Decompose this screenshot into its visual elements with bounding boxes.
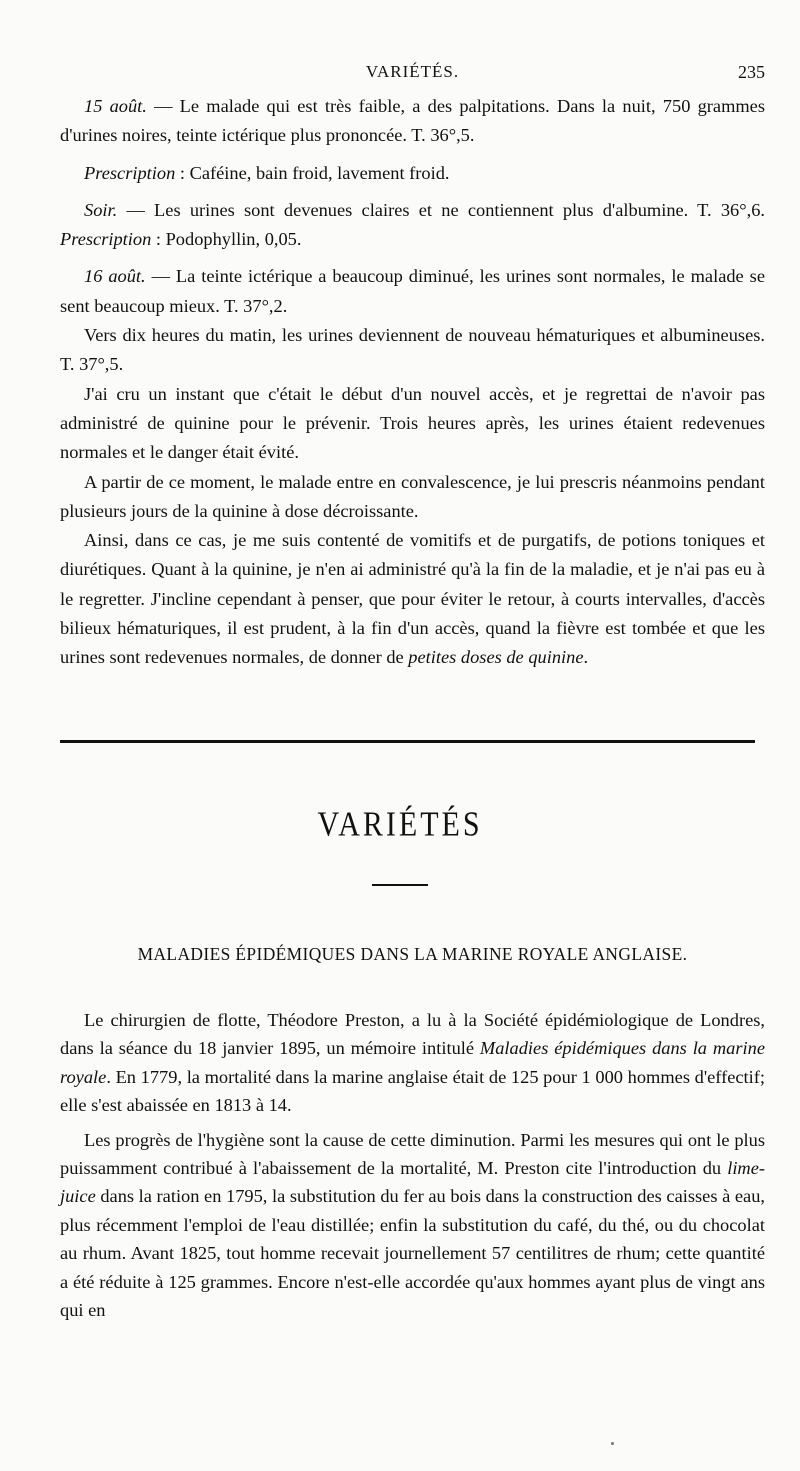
scan-speck bbox=[611, 1442, 614, 1445]
paragraph-aug-16 bbox=[60, 262, 765, 321]
article-paragraph-2 bbox=[60, 1126, 765, 1325]
paragraph-morning: Vers dix heures du matin, les urines deviennent de nouveau hématuriques et albumineuses. T. 37°,5. bbox=[60, 325, 765, 375]
case-report bbox=[60, 92, 765, 673]
paragraph-evening bbox=[60, 196, 765, 255]
paragraph-observation: J'ai cru un instant que c'était le début d'un nouvel accès, et je regrettai de n'avoir pas administré de quinine pour le prévenir. Trois heures après, les urines étaient redevenues normales et le danger était évité. bbox=[60, 383, 765, 463]
date-label: 15 août. bbox=[84, 96, 147, 116]
emphasis-text: petites doses de quinine bbox=[408, 647, 584, 668]
paragraph-text: Les progrès de l'hygiène sont la cause de cette diminution. Parmi les mesures qui ont le plus puissamment contribué à l'abaissement de la mortalité, M. Preston cite l'introduction du bbox=[60, 1129, 765, 1179]
paragraph-text: Le chirurgien de flotte, Théodore Preston, a lu à la Société épidémiologique de Londres, dans la séance du 18 janvier 1895, un mémoire intitulé bbox=[60, 1010, 765, 1059]
paragraph-text: : Podophyllin, 0,05. bbox=[151, 229, 302, 250]
paragraph-conclusion bbox=[60, 526, 765, 672]
article-body bbox=[60, 1006, 765, 1324]
lime-juice-term: lime-juice bbox=[60, 1158, 765, 1207]
memoir-title: Maladies épidémiques dans la marine royale bbox=[60, 1038, 765, 1087]
page-number: 235 bbox=[738, 62, 765, 82]
paragraph-text: — Le malade qui est très faible, a des palpitations. Dans la nuit, 750 grammes d'urines noires, teinte ictérique plus prononcée. T. 36°,5. bbox=[60, 96, 765, 146]
paragraph-text: — Les urines sont devenues claires et ne contiennent plus d'albumine. T. 36°,6. bbox=[117, 199, 765, 220]
paragraph-text: Ainsi, dans ce cas, je me suis contenté de vomitifs et de purgatifs, de potions toniques et diurétiques. Quant à la quinine, je n'en ai administré qu'à la fin de la maladie, et je n'ai pas eu à le regretter. J'incline cependant à penser, que pour éviter le retour, à courts intervalles, d'accès bilieux hématuriques, il est prudent, à la fin d'un accès, quand la fièvre est tombée et que les urines sont redevenues normales, de donner de bbox=[60, 530, 765, 668]
section-divider bbox=[60, 740, 755, 743]
paragraph-text: — La teinte ictérique a beaucoup diminué, les urines sont normales, le malade se sent beaucoup mieux. T. 37°,2. bbox=[60, 266, 765, 316]
article-title: MALADIES ÉPIDÉMIQUES DANS LA MARINE ROYALE ANGLAISE. bbox=[137, 944, 688, 964]
prescription-label: Prescription bbox=[60, 229, 152, 250]
paragraph-convalescence: A partir de ce moment, le malade entre en convalescence, je lui prescris néanmoins pendant plusieurs jours de la quinine à dose décroissante. bbox=[60, 471, 765, 521]
evening-label: Soir. bbox=[84, 199, 118, 220]
running-title: VARIÉTÉS. bbox=[365, 62, 460, 81]
page-header bbox=[60, 62, 765, 88]
paragraph-prescription bbox=[60, 159, 765, 188]
article-paragraph-1 bbox=[60, 1006, 765, 1120]
title-divider bbox=[372, 884, 428, 886]
paragraph-aug-15 bbox=[60, 92, 765, 151]
section-title: VARIÉTÉS bbox=[317, 805, 483, 844]
paragraph-text: : Caféine, bain froid, lavement froid. bbox=[175, 162, 450, 183]
paragraph-text: dans la ration en 1795, la substitution du fer au bois dans la construction des caisses à eau, plus récemment l'emploi de l'eau distillée; enfin la substitution du café, du thé, ou du chocolat au rhum. Avant 1825, tout homme recevait journellement 57 centilitres de rhum; cette quantité a été réduite à 125 grammes. Encore n'est-elle accordée qu'aux hommes ayant plus de vingt ans qui en bbox=[60, 1186, 765, 1321]
paragraph-end: . bbox=[583, 647, 589, 668]
paragraph-text: . En 1779, la mortalité dans la marine anglaise était de 125 pour 1 000 hommes d'effectif; elle s'est abaissée en 1813 à 14. bbox=[60, 1066, 765, 1116]
prescription-label: Prescription bbox=[84, 162, 176, 183]
date-label: 16 août. bbox=[84, 266, 146, 287]
